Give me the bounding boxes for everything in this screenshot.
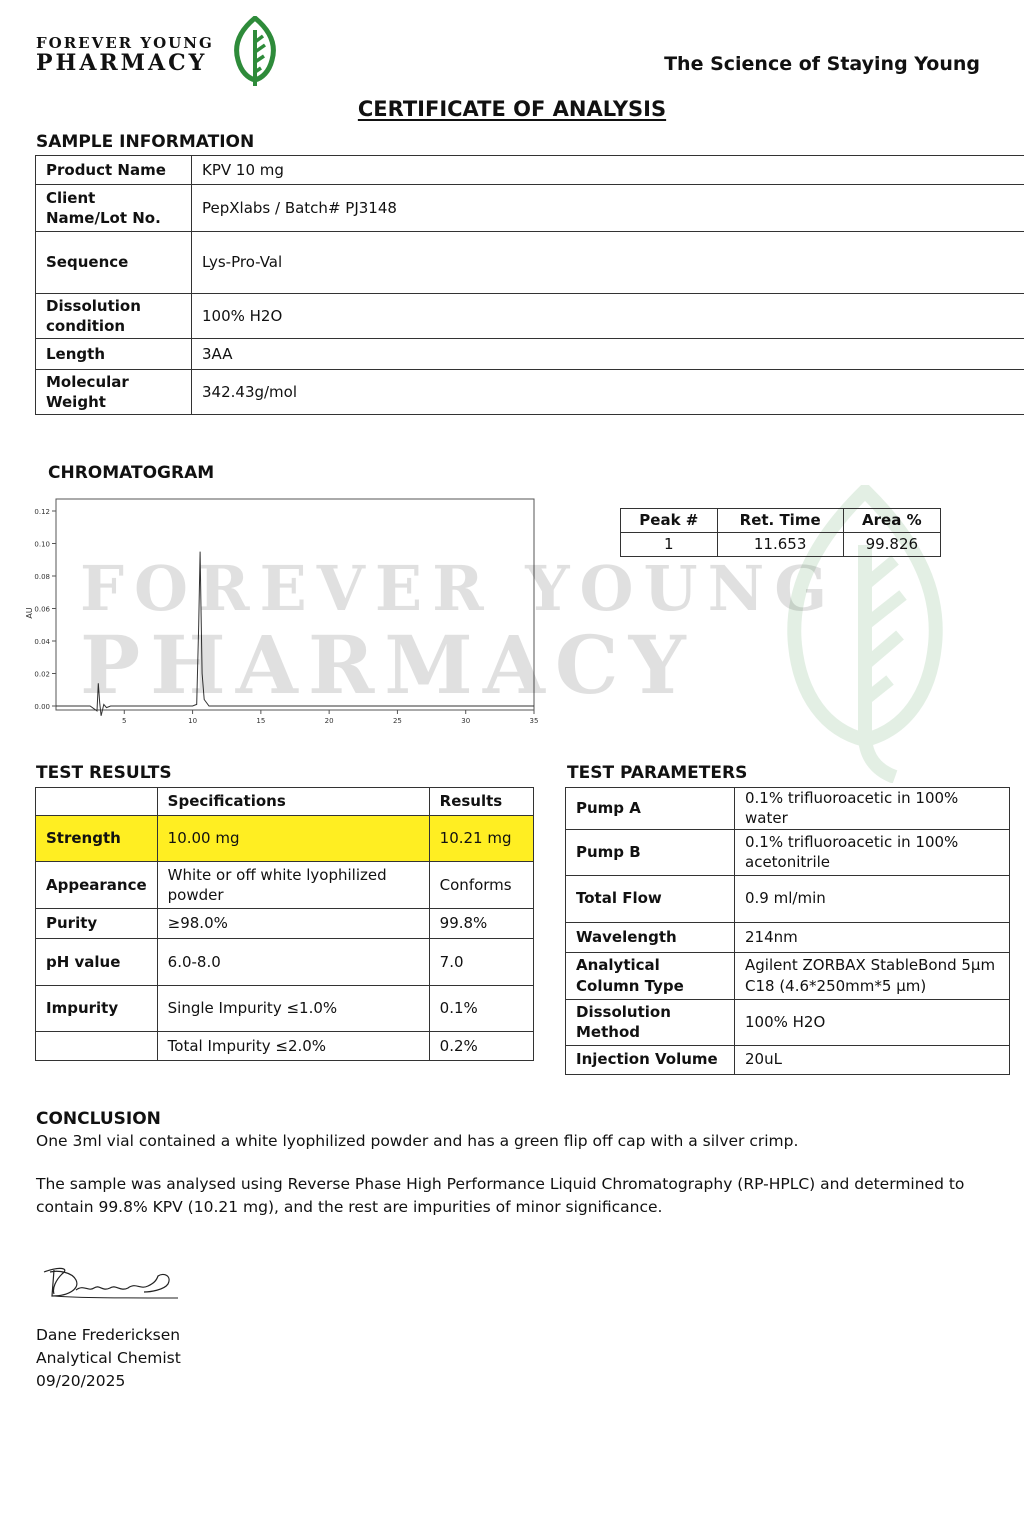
test-results-heading: TEST RESULTS xyxy=(36,763,172,783)
watermark-line-1: FOREVER YOUNG xyxy=(80,552,838,625)
row-value: 100% H2O xyxy=(192,294,1024,339)
table-row xyxy=(36,232,1024,294)
peak-table-header xyxy=(621,509,941,533)
header-cell xyxy=(36,788,158,816)
table-row xyxy=(566,999,1010,1045)
page-title-text: CERTIFICATE OF ANALYSIS xyxy=(357,97,667,121)
test-spec: 6.0-8.0 xyxy=(157,939,429,986)
y-tick-label: 0.04 xyxy=(34,638,50,646)
signatory-date: 09/20/2025 xyxy=(36,1372,126,1390)
table-row xyxy=(36,294,1024,339)
area-percent-header: Area % xyxy=(843,509,940,533)
table-row xyxy=(566,788,1010,830)
test-result: Conforms xyxy=(429,862,533,909)
row-label: Client Name/Lot No. xyxy=(36,185,192,232)
param-label: Pump B xyxy=(566,829,735,875)
test-result: 10.21 mg xyxy=(429,816,533,862)
y-tick-label: 0.02 xyxy=(34,670,50,679)
x-tick-label: 5 xyxy=(122,717,127,725)
param-value: 0.1% trifluoroacetic in 100% water xyxy=(735,788,1010,830)
param-label: Analytical Column Type xyxy=(566,952,735,999)
table-row xyxy=(566,1045,1010,1074)
test-label: Appearance xyxy=(36,862,158,909)
row-label: Sequence xyxy=(36,232,192,294)
test-spec: Single Impurity ≤1.0% xyxy=(157,986,429,1032)
table-row xyxy=(566,952,1010,999)
row-value: PepXlabs / Batch# PJ3148 xyxy=(192,185,1024,232)
test-label: pH value xyxy=(36,939,158,986)
table-row xyxy=(36,370,1024,415)
leaf-logo-icon xyxy=(232,16,278,88)
chromatogram-svg xyxy=(24,495,544,740)
area-percent: 99.826 xyxy=(843,533,940,557)
param-label: Wavelength xyxy=(566,922,735,952)
peak-table xyxy=(620,508,941,557)
company-logo-text xyxy=(36,34,214,76)
param-label: Pump A xyxy=(566,788,735,830)
x-tick-label: 30 xyxy=(461,717,471,725)
table-row xyxy=(36,862,534,909)
test-label: Purity xyxy=(36,909,158,939)
y-tick-label: 0.12 xyxy=(34,508,50,516)
signatory-role: Analytical Chemist xyxy=(36,1349,181,1367)
y-axis-label: AU xyxy=(25,607,34,619)
table-row xyxy=(566,829,1010,875)
peak-number: 1 xyxy=(621,533,718,557)
row-value: 342.43g/mol xyxy=(192,370,1024,415)
x-tick-label: 25 xyxy=(392,717,402,725)
test-spec: Total Impurity ≤2.0% xyxy=(157,1032,429,1061)
plot-frame xyxy=(56,499,534,710)
signature-image xyxy=(40,1262,185,1304)
table-row xyxy=(566,922,1010,952)
row-label: Dissolution condition xyxy=(36,294,192,339)
test-spec: White or off white lyophilized powder xyxy=(157,862,429,909)
table-row xyxy=(566,875,1010,922)
row-label: Length xyxy=(36,339,192,370)
x-tick-label: 15 xyxy=(256,717,266,725)
test-spec: 10.00 mg xyxy=(157,816,429,862)
param-value: 0.1% trifluoroacetic in 100% acetonitrile xyxy=(735,829,1010,875)
test-label: Impurity xyxy=(36,986,158,1032)
y-tick-label: 0.08 xyxy=(34,573,50,581)
table-row xyxy=(36,339,1024,370)
test-result: 0.2% xyxy=(429,1032,533,1061)
header-cell: Specifications xyxy=(157,788,429,816)
conclusion-paragraph-1: One 3ml vial contained a white lyophilized powder and has a green flip off cap with a silver crimp. xyxy=(36,1132,799,1150)
param-value: Agilent ZORBAX StableBond 5μm C18 (4.6*250mm*5 μm) xyxy=(735,952,1010,999)
row-value: 3AA xyxy=(192,339,1024,370)
y-tick-label: 0.00 xyxy=(34,703,50,711)
table-row xyxy=(36,1032,534,1061)
table-row xyxy=(36,185,1024,232)
conclusion-section xyxy=(36,1108,996,1219)
sample-information-table xyxy=(35,155,1024,415)
chromatogram-chart xyxy=(24,495,544,740)
table-row xyxy=(36,939,534,986)
peak-number-header: Peak # xyxy=(621,509,718,533)
y-tick-label: 0.06 xyxy=(34,605,50,614)
tagline: The Science of Staying Young xyxy=(664,53,980,75)
ret-time-header: Ret. Time xyxy=(717,509,843,533)
row-value: Lys-Pro-Val xyxy=(192,232,1024,294)
logo-line-2: PHARMACY xyxy=(36,50,208,76)
test-spec: ≥98.0% xyxy=(157,909,429,939)
row-label: Product Name xyxy=(36,156,192,185)
test-result: 0.1% xyxy=(429,986,533,1032)
x-tick-label: 20 xyxy=(324,717,334,725)
signatory-name: Dane Fredericksen xyxy=(36,1326,181,1344)
chromatogram-trace xyxy=(56,552,534,716)
x-tick-label: 10 xyxy=(188,717,198,725)
test-result: 99.8% xyxy=(429,909,533,939)
x-tick-label: 35 xyxy=(529,717,539,725)
table-row xyxy=(36,816,534,862)
header-cell: Results xyxy=(429,788,533,816)
sample-information-heading: SAMPLE INFORMATION xyxy=(36,132,255,152)
y-axis-ticks xyxy=(34,508,56,711)
param-label: Dissolution Method xyxy=(566,999,735,1045)
table-row xyxy=(621,533,941,557)
row-value: KPV 10 mg xyxy=(192,156,1024,185)
page-title xyxy=(0,97,1024,121)
test-results-table xyxy=(35,787,534,1061)
test-parameters-heading: TEST PARAMETERS xyxy=(567,763,748,783)
test-result: 7.0 xyxy=(429,939,533,986)
y-tick-label: 0.10 xyxy=(34,540,50,549)
param-value: 214nm xyxy=(735,922,1010,952)
test-label: Strength xyxy=(36,816,158,862)
param-value: 20uL xyxy=(735,1045,1010,1074)
watermark-line-2: PHARMACY xyxy=(80,618,696,712)
param-label: Injection Volume xyxy=(566,1045,735,1074)
x-axis-ticks xyxy=(122,710,538,725)
param-label: Total Flow xyxy=(566,875,735,922)
table-row xyxy=(36,986,534,1032)
table-header-row xyxy=(36,788,534,816)
ret-time: 11.653 xyxy=(717,533,843,557)
test-label xyxy=(36,1032,158,1061)
signatory-block xyxy=(36,1324,181,1393)
chromatogram-heading: CHROMATOGRAM xyxy=(48,463,215,483)
row-label: Molecular Weight xyxy=(36,370,192,415)
logo-line-1: FOREVER YOUNG xyxy=(36,34,214,52)
param-value: 0.9 ml/min xyxy=(735,875,1010,922)
param-value: 100% H2O xyxy=(735,999,1010,1045)
table-row xyxy=(36,156,1024,185)
test-parameters-table xyxy=(565,787,1010,1075)
table-row xyxy=(36,909,534,939)
conclusion-paragraph-2: The sample was analysed using Reverse Phase High Performance Liquid Chromatography (RP-HPLC) and determined to contain 99.8% KPV (10.21 mg), and the rest are impurities of minor significance. xyxy=(36,1175,965,1216)
conclusion-heading: CONCLUSION xyxy=(36,1109,161,1129)
